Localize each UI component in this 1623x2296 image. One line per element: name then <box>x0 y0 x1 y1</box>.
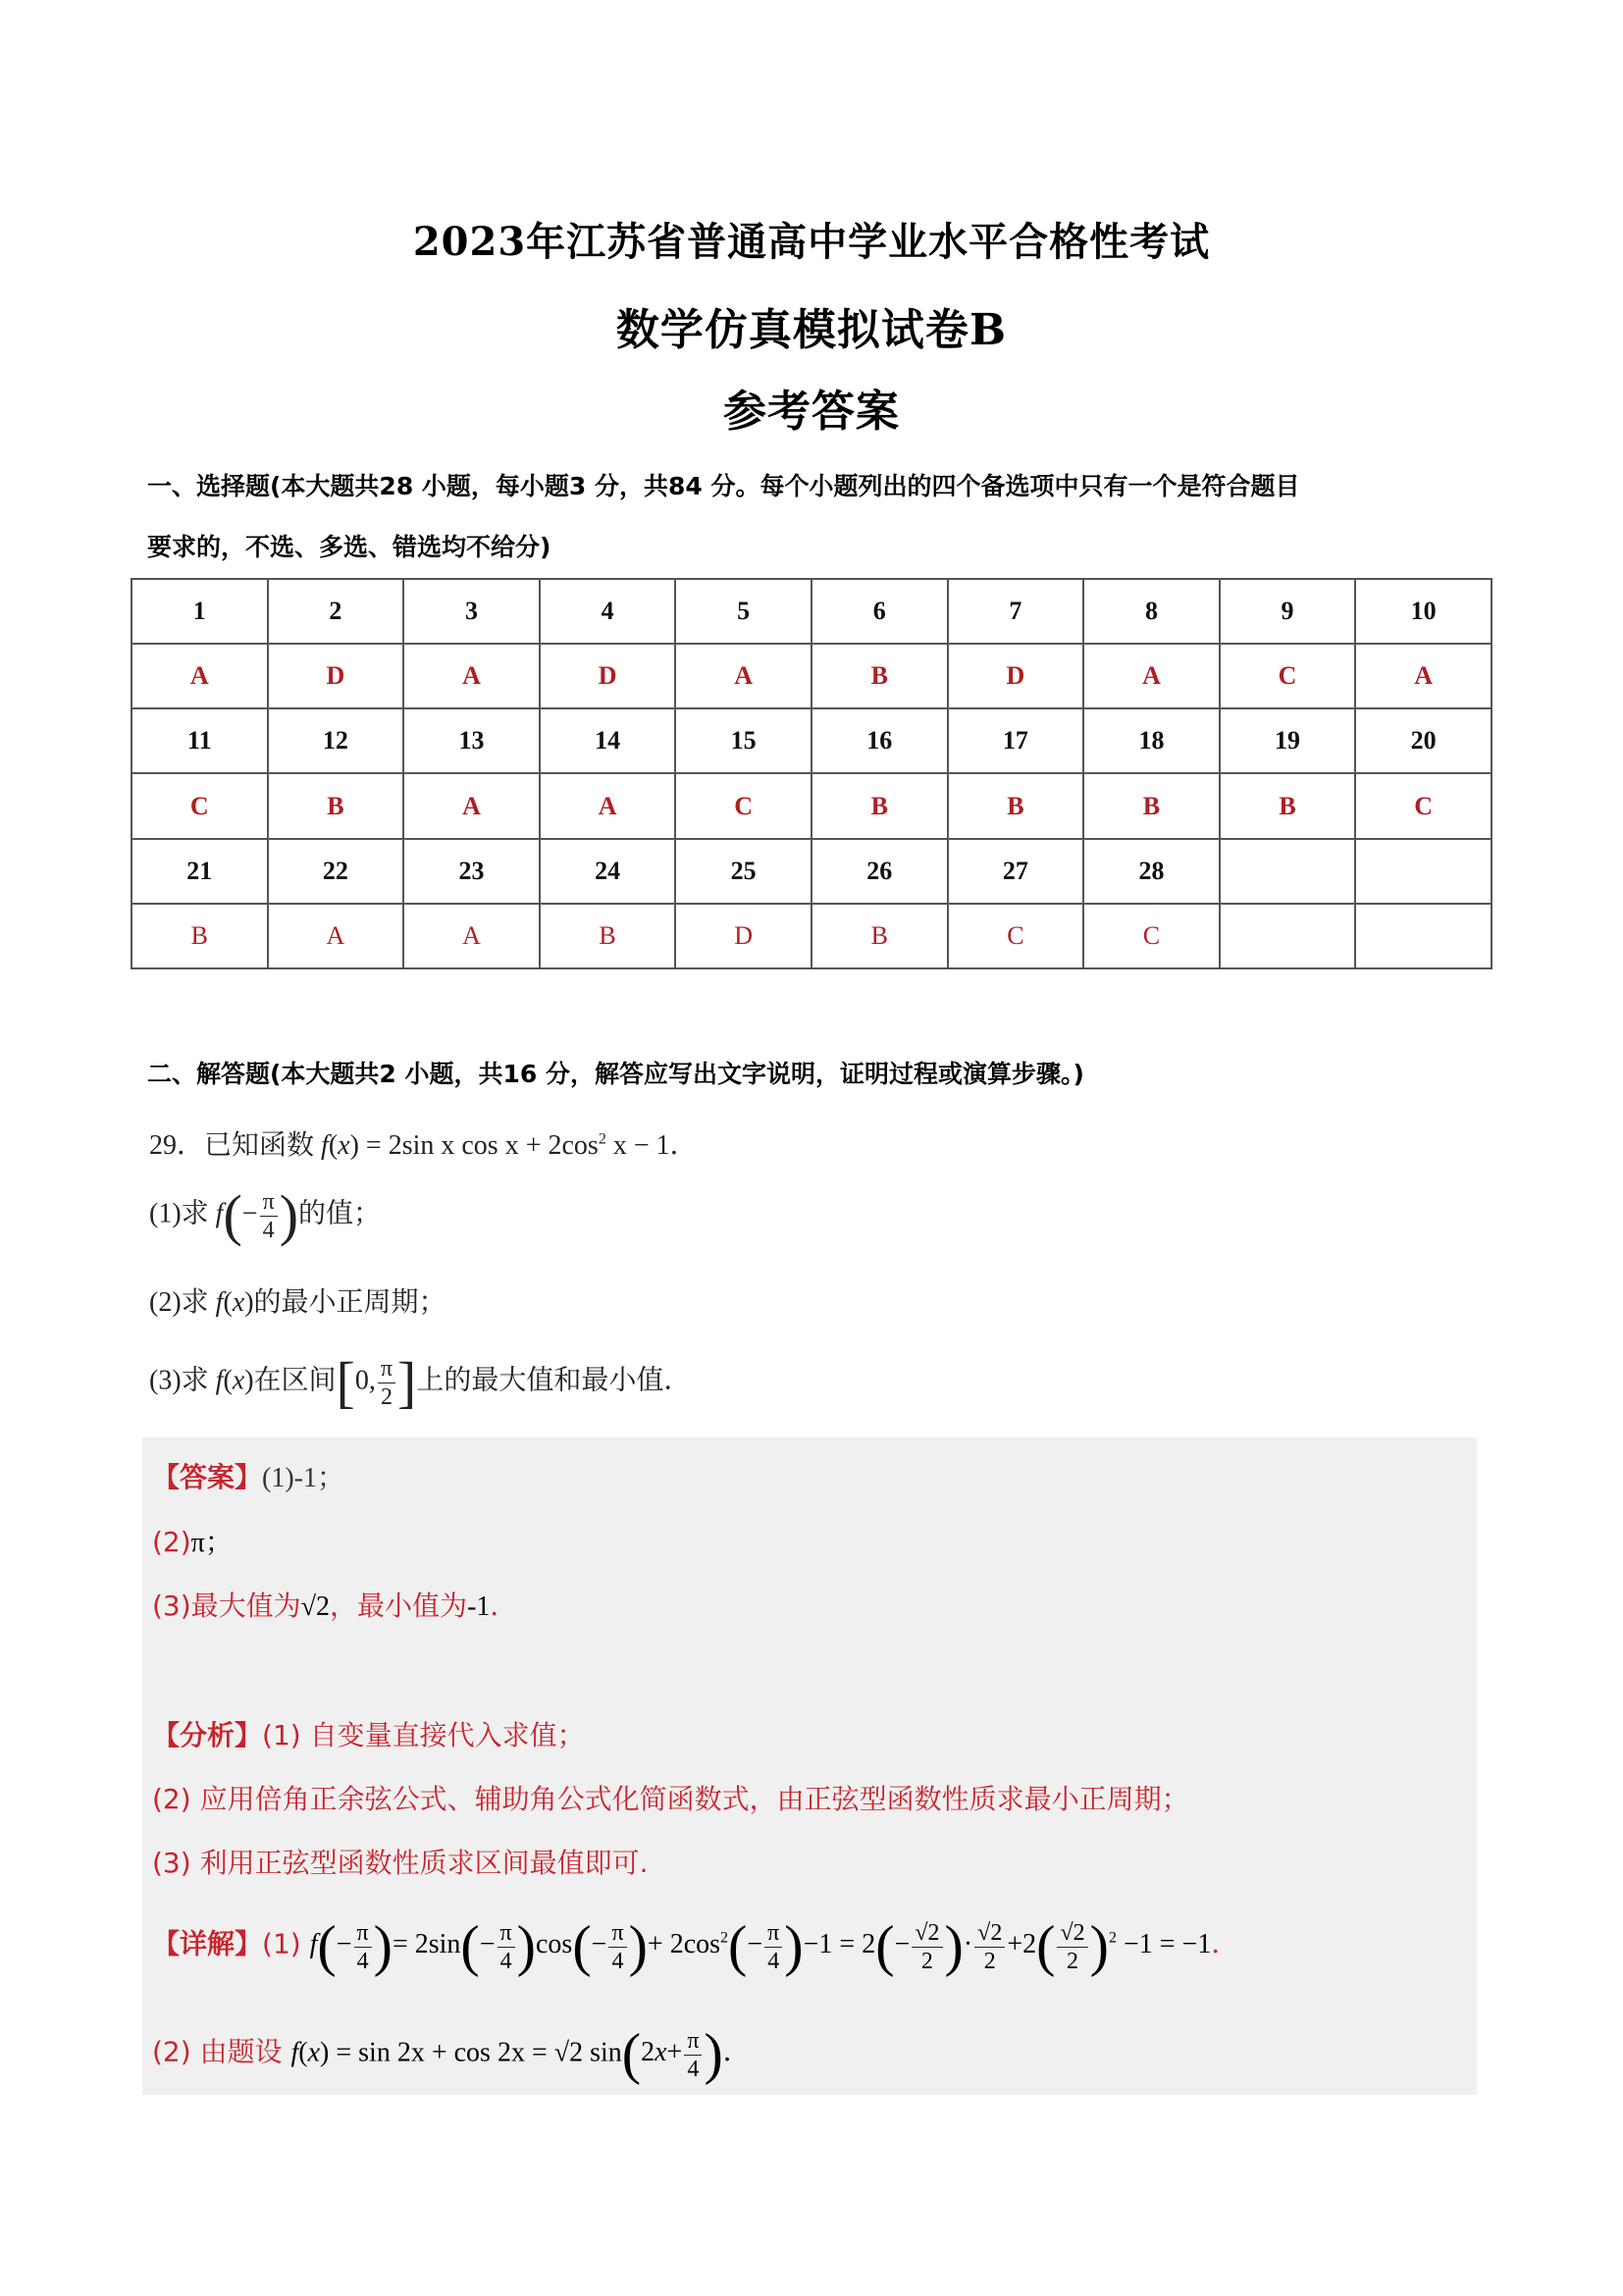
answer-cell: A <box>403 773 540 838</box>
answer-cell: B <box>812 904 948 968</box>
part1-suffix: 的值； <box>298 1198 382 1229</box>
question-number-cell: 11 <box>131 708 268 773</box>
answer-cell: C <box>675 773 812 838</box>
question-number-cell: 2 <box>268 579 404 644</box>
answer-cell: A <box>403 644 540 708</box>
section1-heading-line2: 要求的，不选、多选、错选均不给分) <box>147 533 551 561</box>
detail-line2: (2) 由题设 f(x) = sin 2x + cos 2x = √2 sin(2x+ $\frac{\pi}{4}$ )． <box>152 2022 751 2086</box>
question-29-part2: (2)求 f(x)的最小正周期； <box>149 1287 446 1318</box>
question-number-cell: 24 <box>540 839 676 904</box>
answer-cell: C <box>1355 773 1492 838</box>
question-number-cell: 5 <box>675 579 812 644</box>
question-number-cell <box>1220 839 1356 904</box>
analysis-label: 【分析】 <box>152 1719 263 1751</box>
stem-formula: = 2sin x cos x + 2cos <box>365 1130 599 1161</box>
detail-part1-prefix: (1) <box>262 1927 301 1960</box>
solution-box <box>142 1437 1477 2095</box>
answer-cell: A <box>540 773 676 838</box>
question-number-cell: 16 <box>812 708 948 773</box>
detail-part2-prefix: (2) 由题设 <box>152 2035 283 2068</box>
detail-result: = −1 <box>1159 1929 1212 1960</box>
part2-suffix: 的最小正周期； <box>253 1287 446 1318</box>
question-number-cell: 21 <box>131 839 268 904</box>
answer-3-prefix: (3)最大值为 <box>152 1590 301 1622</box>
stem-end: ． <box>669 1130 698 1161</box>
answer-row <box>131 773 1492 838</box>
question-29-stem: 29．已知函数 f(x) = 2sin x $\cos x + 2\cos^2$ x − 1． <box>149 1130 698 1161</box>
answer-2-prefix: (2) <box>152 1526 191 1558</box>
question-number-cell: 7 <box>948 579 1084 644</box>
question-number-cell: 27 <box>948 839 1084 904</box>
question-number-cell: 10 <box>1355 579 1492 644</box>
answer-cell: D <box>540 644 676 708</box>
question-number-cell: 1 <box>131 579 268 644</box>
part1-prefix: (1)求 <box>149 1198 209 1229</box>
question-29-part3: (3)求 f(x)在区间[0, $\frac{\pi}{2}$ ]上的最大值和最小值． <box>149 1350 692 1414</box>
answer-cell: A <box>675 644 812 708</box>
part3-mid: 在区间 <box>253 1365 337 1396</box>
answer-3-end: ． <box>490 1590 518 1622</box>
part2-prefix: (2)求 <box>149 1287 209 1318</box>
answer-table <box>131 578 1492 969</box>
detail-label: 【详解】 <box>152 1927 263 1960</box>
answer-row <box>131 644 1492 708</box>
answer-cell: D <box>675 904 812 968</box>
answer-cell: B <box>1083 773 1220 838</box>
answer-cell: D <box>268 644 404 708</box>
section1-heading-line1: 一、选择题(本大题共28 小题，每小题3 分，共84 分。每个小题列出的四个备选项中只有一个是符合题目 <box>147 472 1300 500</box>
question-number-cell: 12 <box>268 708 404 773</box>
answer-cell: D <box>948 644 1084 708</box>
answer-cell: C <box>131 773 268 838</box>
question-number-cell: 6 <box>812 579 948 644</box>
answer-cell: B <box>1220 773 1356 838</box>
question-number-row <box>131 839 1492 904</box>
answer-row <box>131 904 1492 968</box>
answer-key-heading: 参考答案 <box>723 387 900 437</box>
question-number-row <box>131 708 1492 773</box>
answer-cell: C <box>948 904 1084 968</box>
exam-title: 2023年江苏省普通高中学业水平合格性考试 <box>412 219 1211 265</box>
answer-cell: C <box>1083 904 1220 968</box>
question-number-cell: 9 <box>1220 579 1356 644</box>
answer-label: 【答案】 <box>152 1461 263 1493</box>
analysis-line3: (3) 利用正弦型函数性质求区间最值即可. <box>152 1847 649 1879</box>
question-number-cell: 26 <box>812 839 948 904</box>
analysis-text-1: (1) 自变量直接代入求值； <box>262 1719 585 1751</box>
answer-line1 <box>152 1456 344 1495</box>
question-number-cell: 14 <box>540 708 676 773</box>
analysis-line2: (2) 应用倍角正余弦公式、辅助角公式化简函数式，由正弦型函数性质求最小正周期； <box>152 1783 1189 1815</box>
stem-formula-tail: x − 1 <box>605 1130 670 1161</box>
question-number-cell: 28 <box>1083 839 1220 904</box>
answer-cell: A <box>268 904 404 968</box>
question-29-part1: (1)求 f(− $\frac{\pi}{4}$ )的值； <box>149 1183 382 1247</box>
question-number-cell: 3 <box>403 579 540 644</box>
answer-3-min: -1 <box>467 1592 491 1622</box>
part3-prefix: (3)求 <box>149 1365 209 1396</box>
question-number-cell: 15 <box>675 708 812 773</box>
answer-line2 <box>152 1521 233 1560</box>
question-number-cell: 17 <box>948 708 1084 773</box>
answer-2-value: π <box>190 1528 205 1558</box>
question-number-cell: 25 <box>675 839 812 904</box>
question-number-cell: 19 <box>1220 708 1356 773</box>
question-number-row <box>131 579 1492 644</box>
answer-cell: B <box>268 773 404 838</box>
answer-3-mid: ，最小值为 <box>330 1590 468 1622</box>
answer-cell: B <box>812 773 948 838</box>
answer-cell: C <box>1220 644 1356 708</box>
part3-suffix: 上的最大值和最小值． <box>416 1365 692 1396</box>
question-number-cell: 20 <box>1355 708 1492 773</box>
paper-subtitle: 数学仿真模拟试卷B <box>615 305 1008 355</box>
question-number-cell: 23 <box>403 839 540 904</box>
question-number-cell: 4 <box>540 579 676 644</box>
question-number-cell <box>1355 839 1492 904</box>
answer-cell: A <box>131 644 268 708</box>
answer-2-suffix: ； <box>204 1526 233 1558</box>
answer-cell: B <box>948 773 1084 838</box>
answer-cell: B <box>131 904 268 968</box>
answer-cell: B <box>540 904 676 968</box>
answer-cell: A <box>1083 644 1220 708</box>
section2-heading: 二、解答题(本大题共2 小题，共16 分，解答应写出文字说明，证明过程或演算步骤。) <box>147 1060 1084 1088</box>
analysis-line1 <box>152 1714 585 1753</box>
detail-line1: 【详解】(1) f(− $\frac{\pi}{4}$ )= 2sin(− $\frac{\pi}{4}$ )cos(− $\frac{\pi}{4}$ )+ $2\cos^2(-$ $\frac{\pi}{4}$ )−1 = 2(− $\frac{√2}{2}$ )· $\frac{√2}{2}$ +2( $\frac{√2}{2}$ )$^2$ −1 = −1． <box>152 1914 1239 1978</box>
answer-cell: B <box>812 644 948 708</box>
question-number: 29． <box>149 1130 205 1161</box>
answer-1: (1)-1； <box>262 1463 344 1493</box>
answer-cell: A <box>1355 644 1492 708</box>
question-number-cell: 22 <box>268 839 404 904</box>
answer-cell: A <box>403 904 540 968</box>
question-number-cell: 8 <box>1083 579 1220 644</box>
answer-3-max: √2 <box>300 1592 331 1622</box>
question-number-cell: 18 <box>1083 708 1220 773</box>
stem-text: 已知函数 <box>204 1130 315 1161</box>
answer-line3 <box>152 1585 517 1624</box>
answer-cell <box>1220 904 1356 968</box>
answer-cell <box>1355 904 1492 968</box>
detail-part2-formula: = sin 2x + cos 2x = √2 sin <box>336 2037 622 2068</box>
question-number-cell: 13 <box>403 708 540 773</box>
